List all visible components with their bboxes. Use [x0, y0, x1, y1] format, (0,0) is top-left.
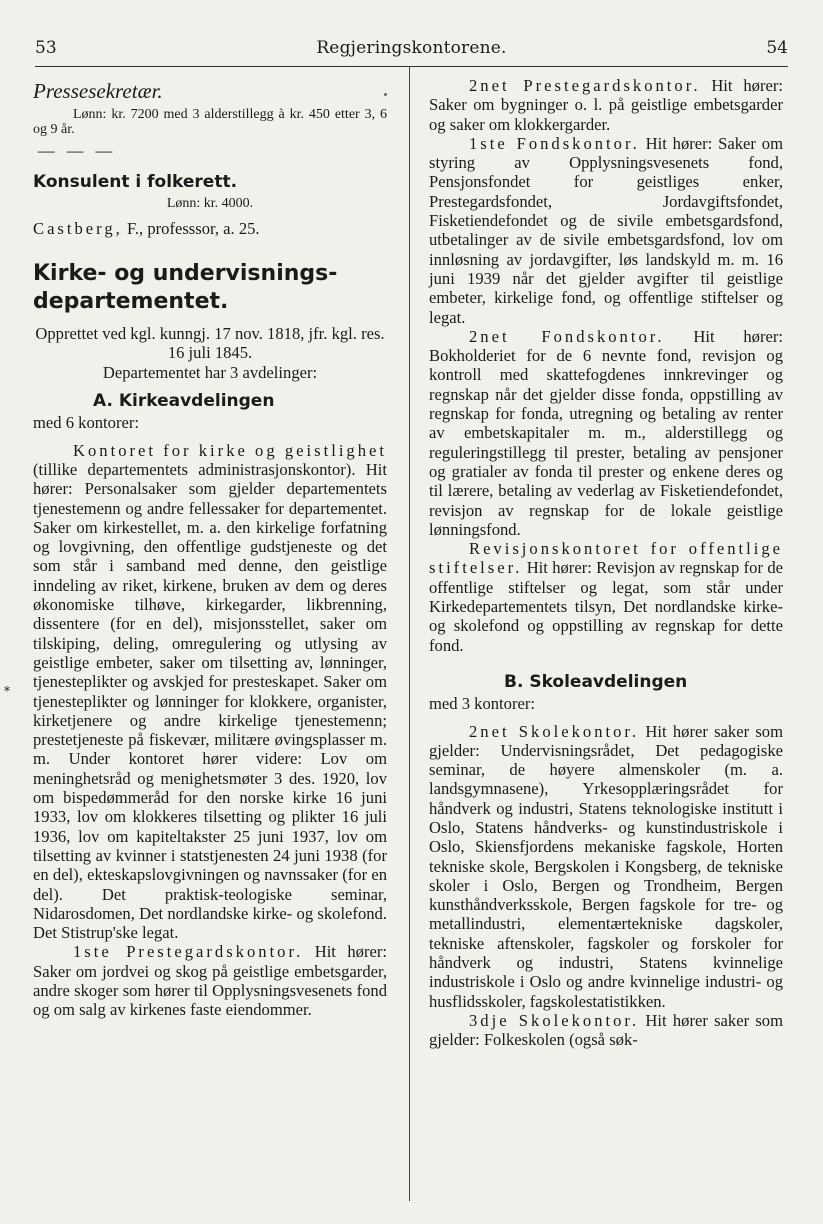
- skole2-text: Hit hører saker som gjelder: Undervisningsrådet, Det pedagogiske seminar, de høyere almenskoler (m. a. landsgymnasene), Yrkesopplæringsrådet for håndverk og industri, Statens teknologiske institutt i Oslo, Statens håndverks- og kunstindustriskole i Oslo, Skiensfjordens mekaniske fagskole, Horten tekniske skole, Bergskolen i Kongsberg, de tekniske skoler i Oslo, Bergen og Trondheim, Bergen kunsthåndverksskole, Bergen fagskole for tre- og metallindustri, elementærtekniske dagskoler, tekniske aftenskoler, fagskoler og forskoler for håndverk og industri, Statens kvinnelige industriskole i Oslo og andre kvinnelige industri- og husflidsskoler, fagskolestatistikken.: [429, 721, 784, 1011]
- running-title: Regjeringskontorene.: [316, 38, 507, 58]
- fond1-heading: 1ste Fondskontor.: [469, 133, 640, 153]
- margin-mark: *: [4, 684, 10, 698]
- skole3-paragraph: [429, 1011, 783, 1050]
- konsulent-salary: Lønn: kr. 4000.: [166, 195, 254, 211]
- skole3-text: Hit hører saker som gjelder: Folkeskolen (også søk-: [429, 1010, 784, 1050]
- kirkeavdelingen-heading: A. Kirkeavdelingen: [93, 391, 275, 412]
- pressesekretaer-salary: Lønn: kr. 7200 med 3 alderstillegg à kr. 450 etter 3, 6 og 9 år.: [33, 107, 387, 138]
- prestegard1-paragraph: [33, 942, 387, 1019]
- fond2-text: Hit hører: Bokholderiet for de 6 nevnte fond, revisjon og kontroll med skattefogdenes innkrevinger og regnskap når det gjelder disse fonda, oppstilling av regnskap for fonda, utregning og betaling av renter av embetskapitaler m. m., alderstillegg og reguleringstillegg til prester, betaling av pensjoner og gratialer av fonda til prester og enkene deres og til lærere, betaling av vederlag av Fisketiendefondet, revisjon av regnskap for de lokale geistlige lønningsfond.: [429, 326, 783, 539]
- castberg-entry: [33, 219, 387, 238]
- page-header: [0, 0, 823, 66]
- prestegard2-heading: 2net Prestegardskontor.: [469, 76, 701, 95]
- prestegard2-paragraph: [429, 76, 783, 134]
- avdelinger-text: Departementet har 3 avdelinger:: [102, 362, 318, 382]
- right-column: [429, 76, 783, 1050]
- fond1-paragraph: [429, 134, 783, 327]
- kontoret-kirke-heading: Kontoret for kirke og geistlighet: [73, 440, 387, 460]
- separator-dashes: — — —: [38, 141, 117, 161]
- revisjon-text: Hit hører: Revisjon av regnskap for de offentlige stiftelser og legat, som står under Kirkedepartementets tilsyn, Det nordlandske kirke- og skolefond og oppstilling av regnskap for dette fond.: [429, 558, 783, 655]
- konsulent-heading: Konsulent i folkerett.: [33, 171, 238, 192]
- pressesekretaer-heading: Pressesekretær.: [33, 79, 163, 103]
- skole2-heading: 2net Skolekontor.: [469, 721, 640, 741]
- department-heading-line-2: departementet.: [33, 289, 229, 315]
- prestegard1-text: Hit hører: Saker om jordvei og skog på geistlige embetsgarder, andre skoger som hører til Opplysningsvesenets fond og om salg av kirkenes faste eiendommer.: [33, 942, 387, 1020]
- opprettet-text: Opprettet ved kgl. kunngj. 17 nov. 1818, jfr. kgl. res. 16 juli 1845.: [35, 324, 385, 363]
- prestegard2-text: Hit hører: Saker om bygninger o. l. på geistlige embetsgarder og saker om klokkergarder.: [429, 76, 783, 134]
- castberg-details: F., professsor, a. 25.: [122, 218, 260, 238]
- kontoret-kirke-text: (tillike departementets administrasjonskontor). Hit hører: Personalsaker som gjelder departementets tjenestemenn og andre fellessaker for departementet. Saker om kirkestellet, m. a. den kirkelige forfatning og lovgivning, den offentlige gudstjeneste og det som står i samband med denne, den geistlige inndeling av riket, kirkene, bruken av dem og deres økonomiske tilhøve, kirkegarder, likbrenning, dissentere (for en del), misjonsstellet, saker om tilskiping, deling, omregulering og utlysing av geistlige embeter, saker om tilsetting av, lønninger, tjenesteplikter og avskjed for presteskapet. Saker om tjenesteplikter og lønninger for klokkere, organister, kirketjenere og andre kirkelige tjenestemenn; prestetjeneste på fiskevær, militære øvingsplasser m. m. Under kontoret hører videre: Lov om meninghetsråd og menighetsmøter 3 des. 1920, lov om bispedømmeråd for den norske kirke 16 juni 1933, lov om klokkeres tilsetting og plikter 16 juli 1936, lov om kapiteltakster 25 juni 1937, lov om tilsetting av kvinner i statstjenesten 24 juni 1938 (for en del), ekteskapslovgivningen og navnssaker (for en del). Det praktisk-teologiske seminar, Nidarosdomen, Det nordlandske kirke- og skolefond. Det Stistrup'ske legat.: [33, 459, 387, 943]
- column-divider: [409, 66, 410, 1201]
- page-number-right: 54: [766, 38, 788, 58]
- revisjon-heading: Revisjonskontoret for offentlige stiftelser.: [429, 539, 783, 578]
- page-number-left: 53: [35, 38, 57, 58]
- skole2-paragraph: [429, 722, 783, 1011]
- department-heading: [33, 260, 387, 316]
- fond2-heading: 2net Fondskontor.: [469, 326, 665, 346]
- revisjon-paragraph: [429, 539, 783, 655]
- kirkeavdelingen-kontorer: med 6 kontorer:: [33, 413, 139, 433]
- header-rule: [35, 66, 788, 67]
- prestegard1-heading: 1ste Prestegardskontor.: [73, 942, 304, 962]
- castberg-name: Castberg,: [33, 218, 123, 238]
- kontoret-kirke-paragraph: [33, 441, 387, 943]
- skoleavdelingen-heading: B. Skoleavdelingen: [504, 671, 688, 692]
- fond2-paragraph: [429, 327, 783, 539]
- skoleavdelingen-kontorer: med 3 kontorer:: [429, 694, 535, 714]
- left-column: [33, 76, 387, 1020]
- department-heading-line-1: Kirke- og undervisnings-: [33, 261, 338, 287]
- fond1-text: Hit hører: Saker om styring av Opplysningsvesenets fond, Pensjonsfondet for geistliges enker, Prestegardsfondet, Jordavgiftsfondet, Fisketiendefondet og de sivile embetsgardsfond, utbetalinger av de sivile embetsgardsfond, lov om innløsning av jordavgifter, løs landskyld m. m. 16 juni 1939 når det gjelder avgifter til geistlige embeter, kirkelige fond, og offentlige stiftelser og legat.: [429, 133, 784, 327]
- skole3-heading: 3dje Skolekontor.: [469, 1010, 640, 1030]
